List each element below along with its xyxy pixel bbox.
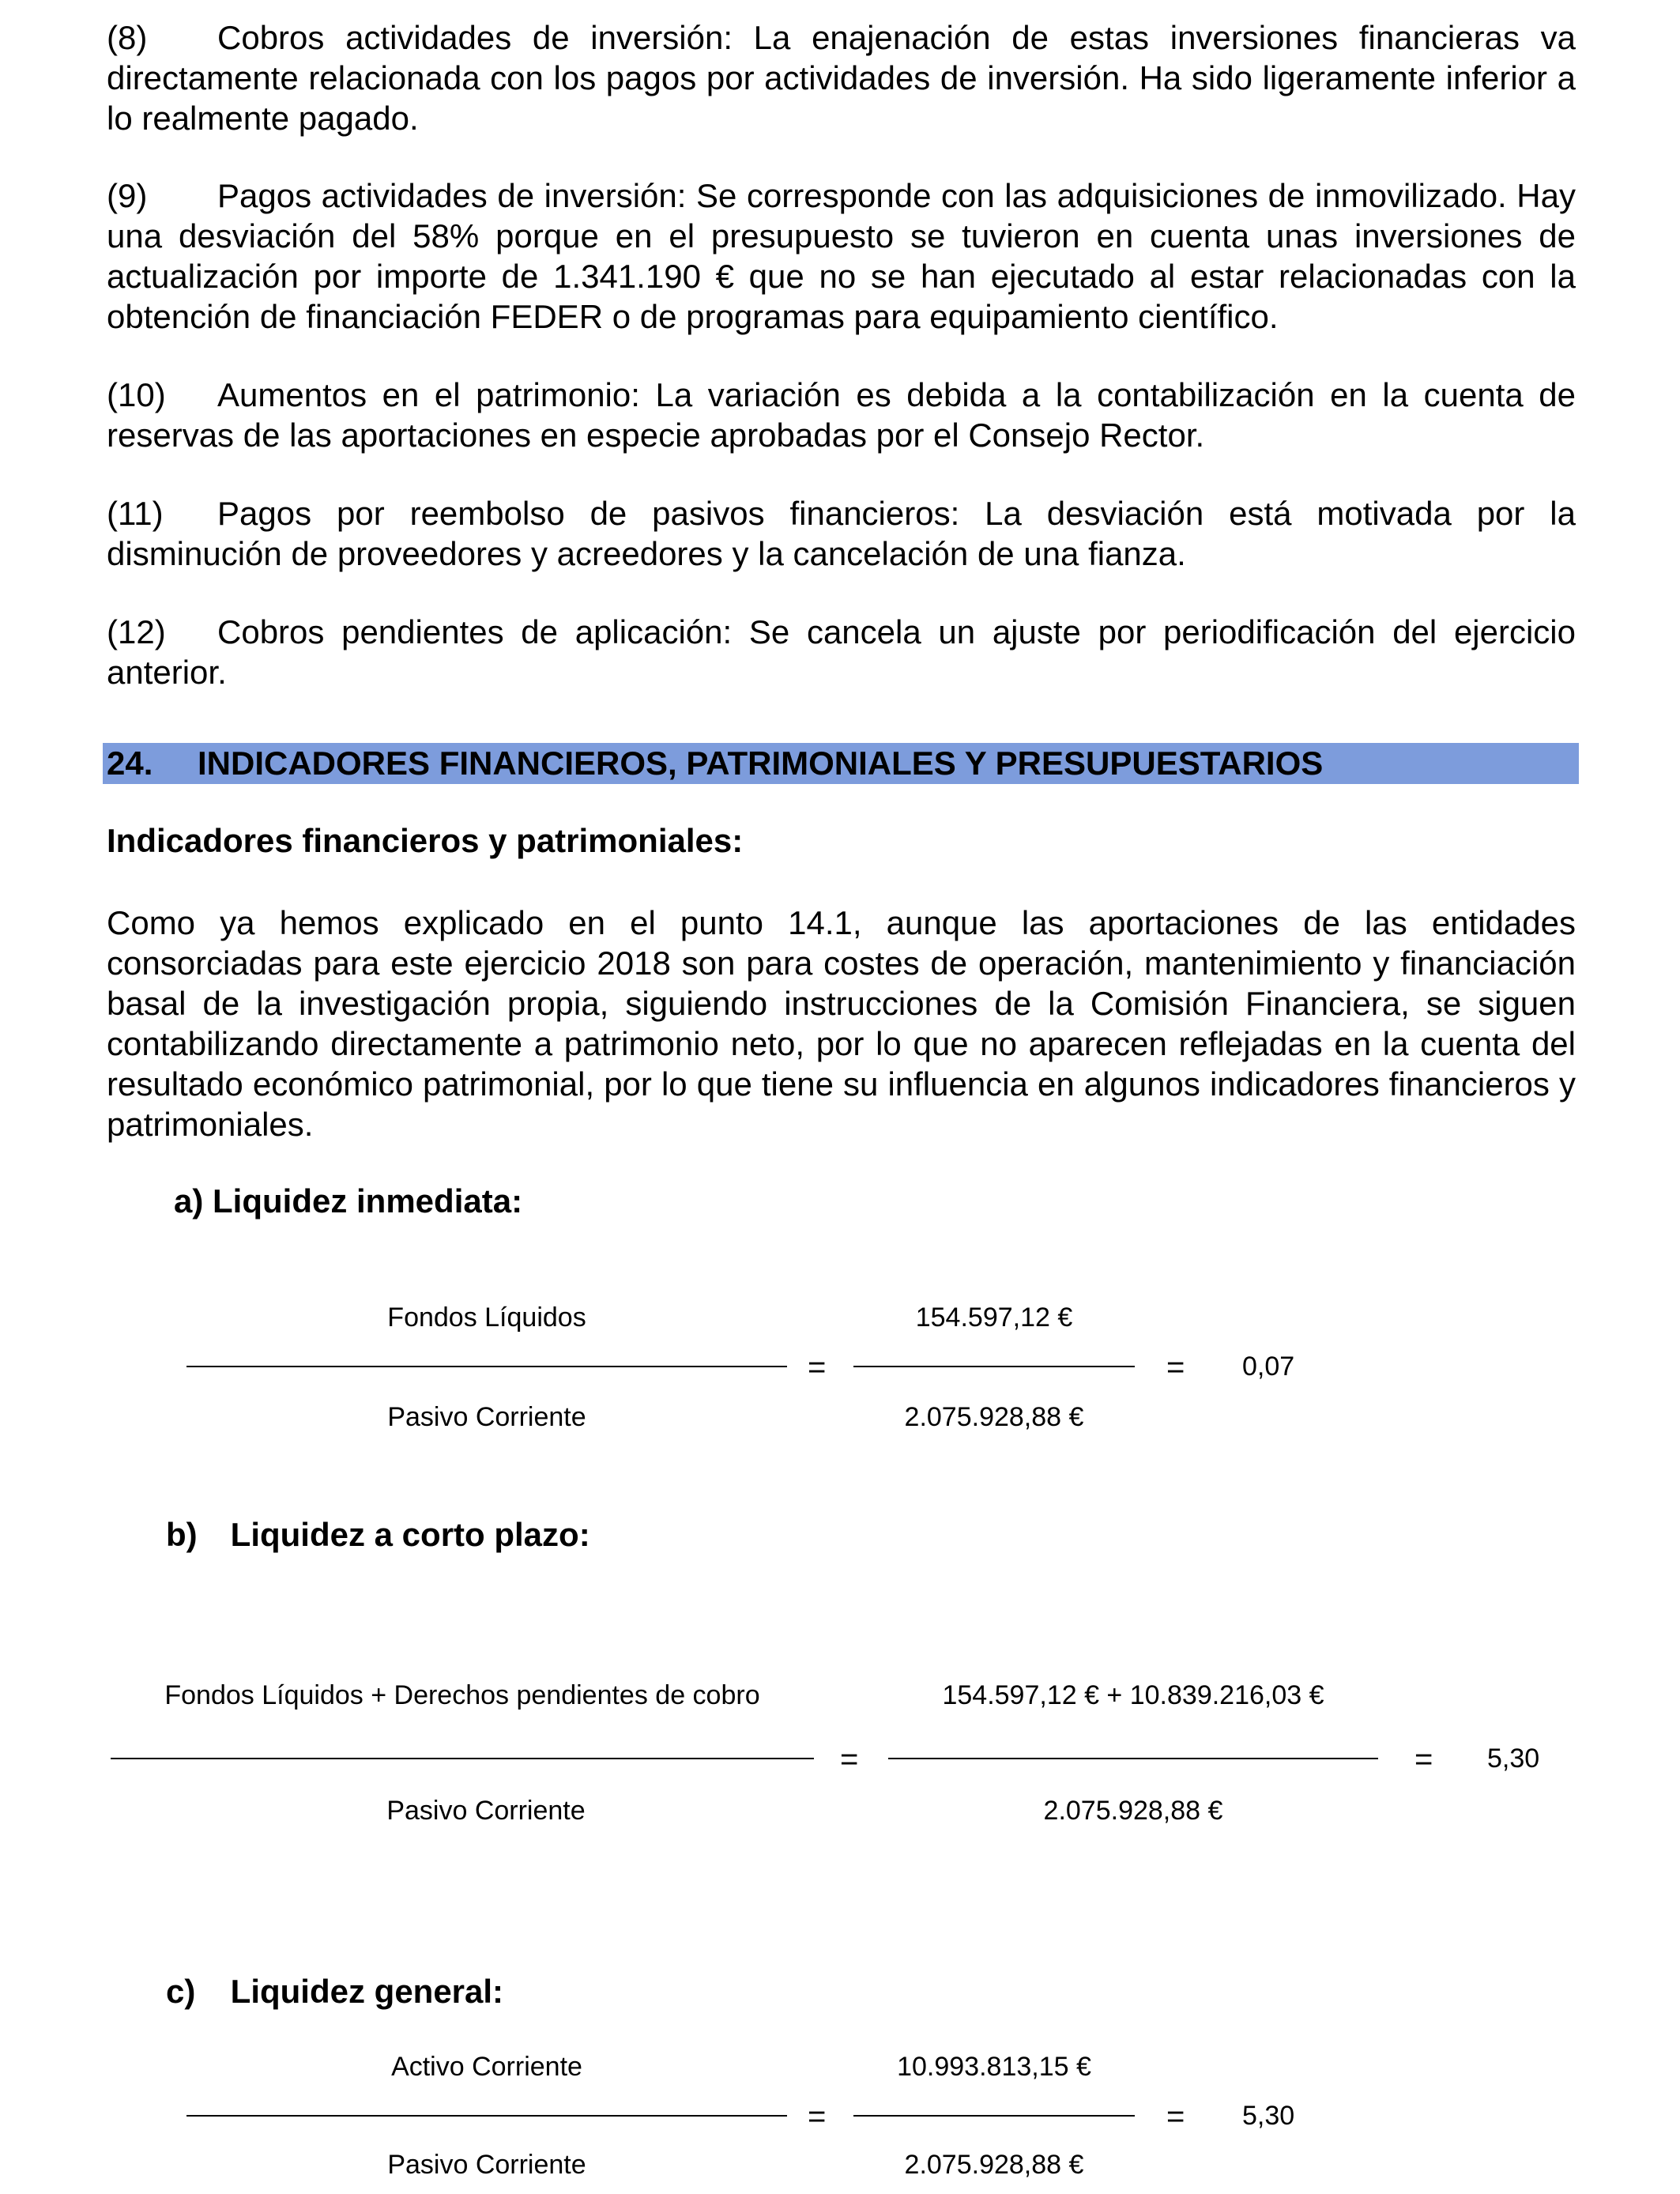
note-number: (9) [107,177,148,214]
note-11 [107,493,1576,574]
equals-sign: = [1414,1742,1433,1777]
numerator-label: Activo Corriente [391,2052,582,2082]
note-text: Pagos por reembolso de pasivos financieros: La desviación está motivada por la disminución de proveedores y acreedores y la cancelación de una fianza. [107,495,1576,572]
result-value: 0,07 [1242,1351,1295,1382]
note-number: (12) [107,613,166,650]
note-12 [107,612,1576,692]
section-number: 24. [107,745,153,782]
fraction-line [888,1758,1378,1759]
indicator-letter: a) [174,1182,204,1220]
note-10 [107,375,1576,455]
indicator-b-heading [166,1516,590,1554]
indicator-title: Liquidez general: [230,1973,504,2010]
indicator-letter: b) [166,1516,198,1553]
fraction-line [186,1366,787,1367]
note-number: (8) [107,19,148,56]
section-title: INDICADORES FINANCIEROS, PATRIMONIALES Y PRESUPUESTARIOS [198,745,1324,782]
note-text: Aumentos en el patrimonio: La variación es debida a la contabilización en la cuenta de reservas de las aportaciones en especie aprobadas por el Consejo Rector. [107,376,1576,454]
section-heading [103,743,1579,784]
result-value: 5,30 [1242,2101,1295,2131]
fraction-line [111,1758,814,1759]
indicator-title: Liquidez a corto plazo: [230,1516,590,1553]
subheading: Indicadores financieros y patrimoniales: [107,822,744,859]
equals-sign: = [840,1742,859,1777]
indicator-letter: c) [166,1973,196,2010]
numerator-value: 154.597,12 € [915,1302,1073,1333]
note-9 [107,175,1576,337]
indicator-c-heading [166,1973,503,2011]
equals-sign: = [808,1350,827,1385]
numerator-value: 10.993.813,15 € [897,2052,1091,2082]
denominator-value: 2.075.928,88 € [904,2150,1084,2180]
indicator-title: Liquidez inmediata: [213,1182,523,1220]
numerator-label: Fondos Líquidos + Derechos pendientes de cobro [164,1680,760,1710]
denominator-value: 2.075.928,88 € [904,1402,1084,1432]
intro-paragraph: Como ya hemos explicado en el punto 14.1, aunque las aportaciones de las entidades consorciadas para este ejercicio 2018 son para costes de operación, mantenimiento y financiación basal de la investigación propia, siguiendo instrucciones de la Comisión Financiera, se siguen contabilizando directamente a patrimonio neto, por lo que no aparecen reflejadas en la cuenta del resultado económico patrimonial, por lo que tiene su influencia en algunos indicadores financieros y patrimoniales. [107,904,1576,1143]
note-text: Pagos actividades de inversión: Se corresponde con las adquisiciones de inmovilizado. Hay una desviación del 58% porque en el presupuesto se tuvieron en cuenta unas inversiones de actualización por importe de 1.341.190 € que no se han ejecutado al estar relacionadas con la obtención de financiación FEDER o de programas para equipamiento científico. [107,177,1576,335]
fraction-line [186,2115,787,2117]
equals-sign: = [1166,1350,1185,1385]
note-text: Cobros pendientes de aplicación: Se cancela un ajuste por periodificación del ejercicio anterior. [107,613,1576,691]
numerator-label: Fondos Líquidos [387,1302,586,1333]
equals-sign: = [808,2099,827,2134]
result-value: 5,30 [1487,1744,1540,1774]
note-number: (10) [107,376,166,413]
note-text: Cobros actividades de inversión: La enajenación de estas inversiones financieras va directamente relacionada con los pagos por actividades de inversión. Ha sido ligeramente inferior a lo realmente pagado. [107,19,1576,137]
denominator-label: Pasivo Corriente [386,1796,586,1826]
denominator-label: Pasivo Corriente [387,1402,586,1432]
fraction-line [853,2115,1135,2117]
note-number: (11) [107,495,164,532]
equals-sign: = [1166,2099,1185,2134]
denominator-value: 2.075.928,88 € [1043,1796,1223,1826]
denominator-label: Pasivo Corriente [387,2150,586,2180]
numerator-value: 154.597,12 € + 10.839.216,03 € [942,1680,1324,1710]
fraction-line [853,1366,1135,1367]
note-8 [107,17,1576,138]
indicator-a-heading [174,1182,522,1220]
